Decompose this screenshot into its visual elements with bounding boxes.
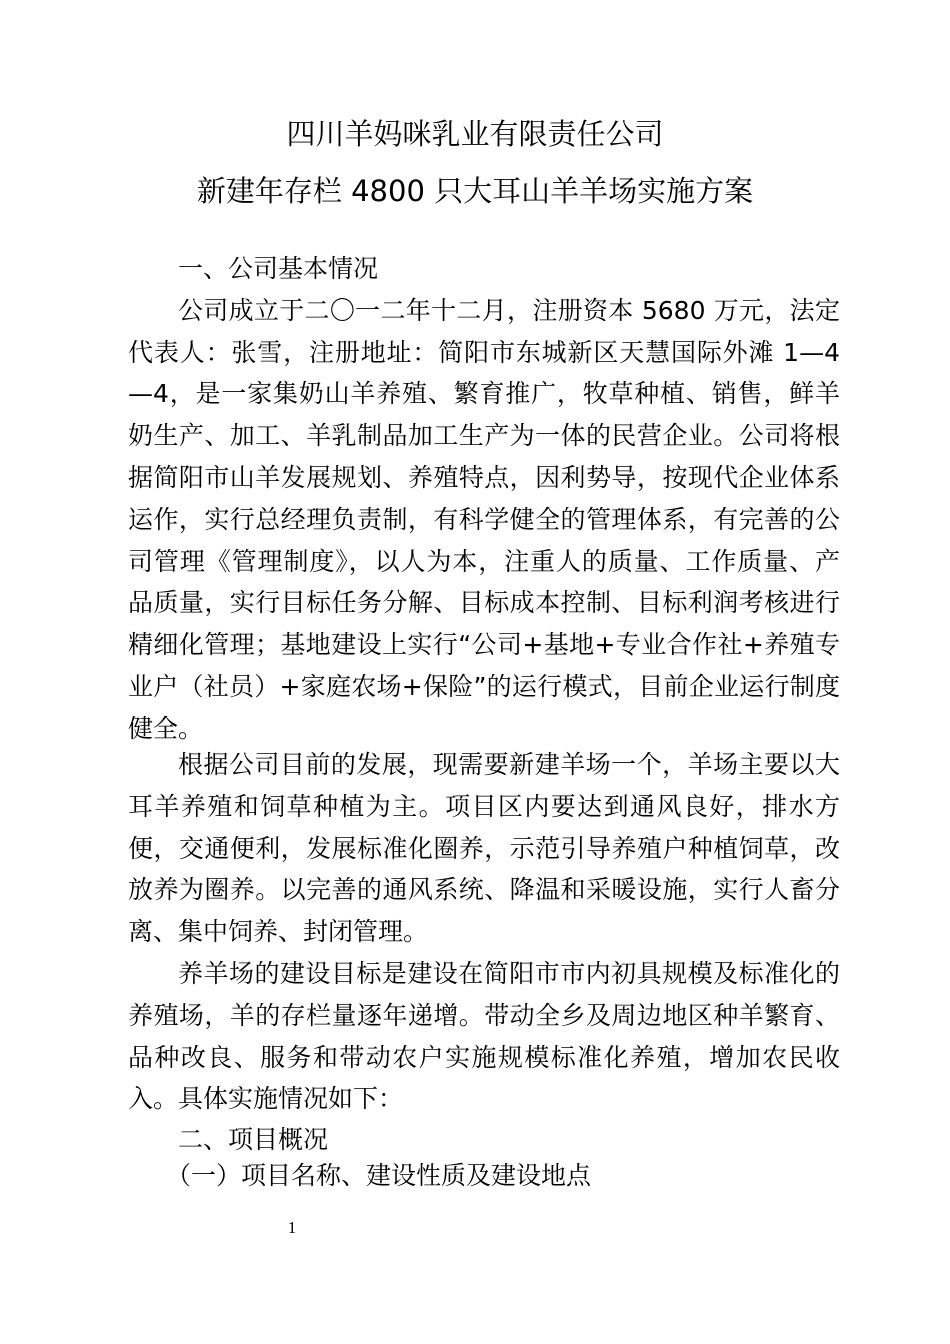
section-1-heading: 一、公司基本情况: [178, 254, 379, 283]
section-2-heading: 二、项目概况: [178, 1125, 329, 1154]
section-1-block: [128, 248, 840, 750]
section-2-subheading-1: （一）项目名称、建设性质及建设地点: [166, 1161, 592, 1190]
document-title-line-2: 新建年存栏 4800 只大耳山羊羊场实施方案: [196, 174, 754, 208]
section-1-paragraph-3-block: [128, 953, 840, 1120]
page-number: 1: [287, 1218, 297, 1237]
section-2-subheading-block: [128, 1155, 840, 1197]
section-1-paragraph-3: 养羊场的建设目标是建设在简阳市市内初具规模及标准化的养殖场，羊的存栏量逐年递增。带动全乡及周边地区种羊繁育、品种改良、服务和带动农户实施规模标准化养殖，增加农民收入。具体实施情况如下：: [128, 959, 840, 1114]
section-1-paragraph-1: 公司成立于二〇一二年十二月，注册资本 5680 万元，法定代表人：张雪，注册地址：简阳市东城新区天慧国际外滩 1—4—4，是一家集奶山羊养殖、繁育推广，牧草种植、销售，鲜羊奶生产、加工、羊乳制品加工生产为一体的民营企业。公司将根据简阳市山羊发展规划、养殖特点，因利势导，按现代企业体系运作，实行总经理负责制，有科学健全的管理体系，有完善的公司管理《管理制度》，以人为本，注重人的质量、工作质量、产品质量，实行目标任务分解、目标成本控制、目标利润考核进行精细化管理；基地建设上实行“公司+基地+专业合作社+养殖专业户（社员）+家庭农场+保险”的运行模式，目前企业运行制度健全。: [128, 295, 840, 743]
section-1-paragraph-2: 根据公司目前的发展，现需要新建羊场一个，羊场主要以大耳羊养殖和饲草种植为主。项目区内要达到通风良好，排水方便，交通便利，发展标准化圈养，示范引导养殖户种植饲草，改放养为圈养。以完善的通风系统、降温和采暖设施，实行人畜分离、集中饲养、封闭管理。: [128, 750, 840, 947]
document-title-line-1: 四川羊妈咪乳业有限责任公司: [286, 117, 664, 151]
section-1-paragraph-2-block: [128, 744, 840, 953]
